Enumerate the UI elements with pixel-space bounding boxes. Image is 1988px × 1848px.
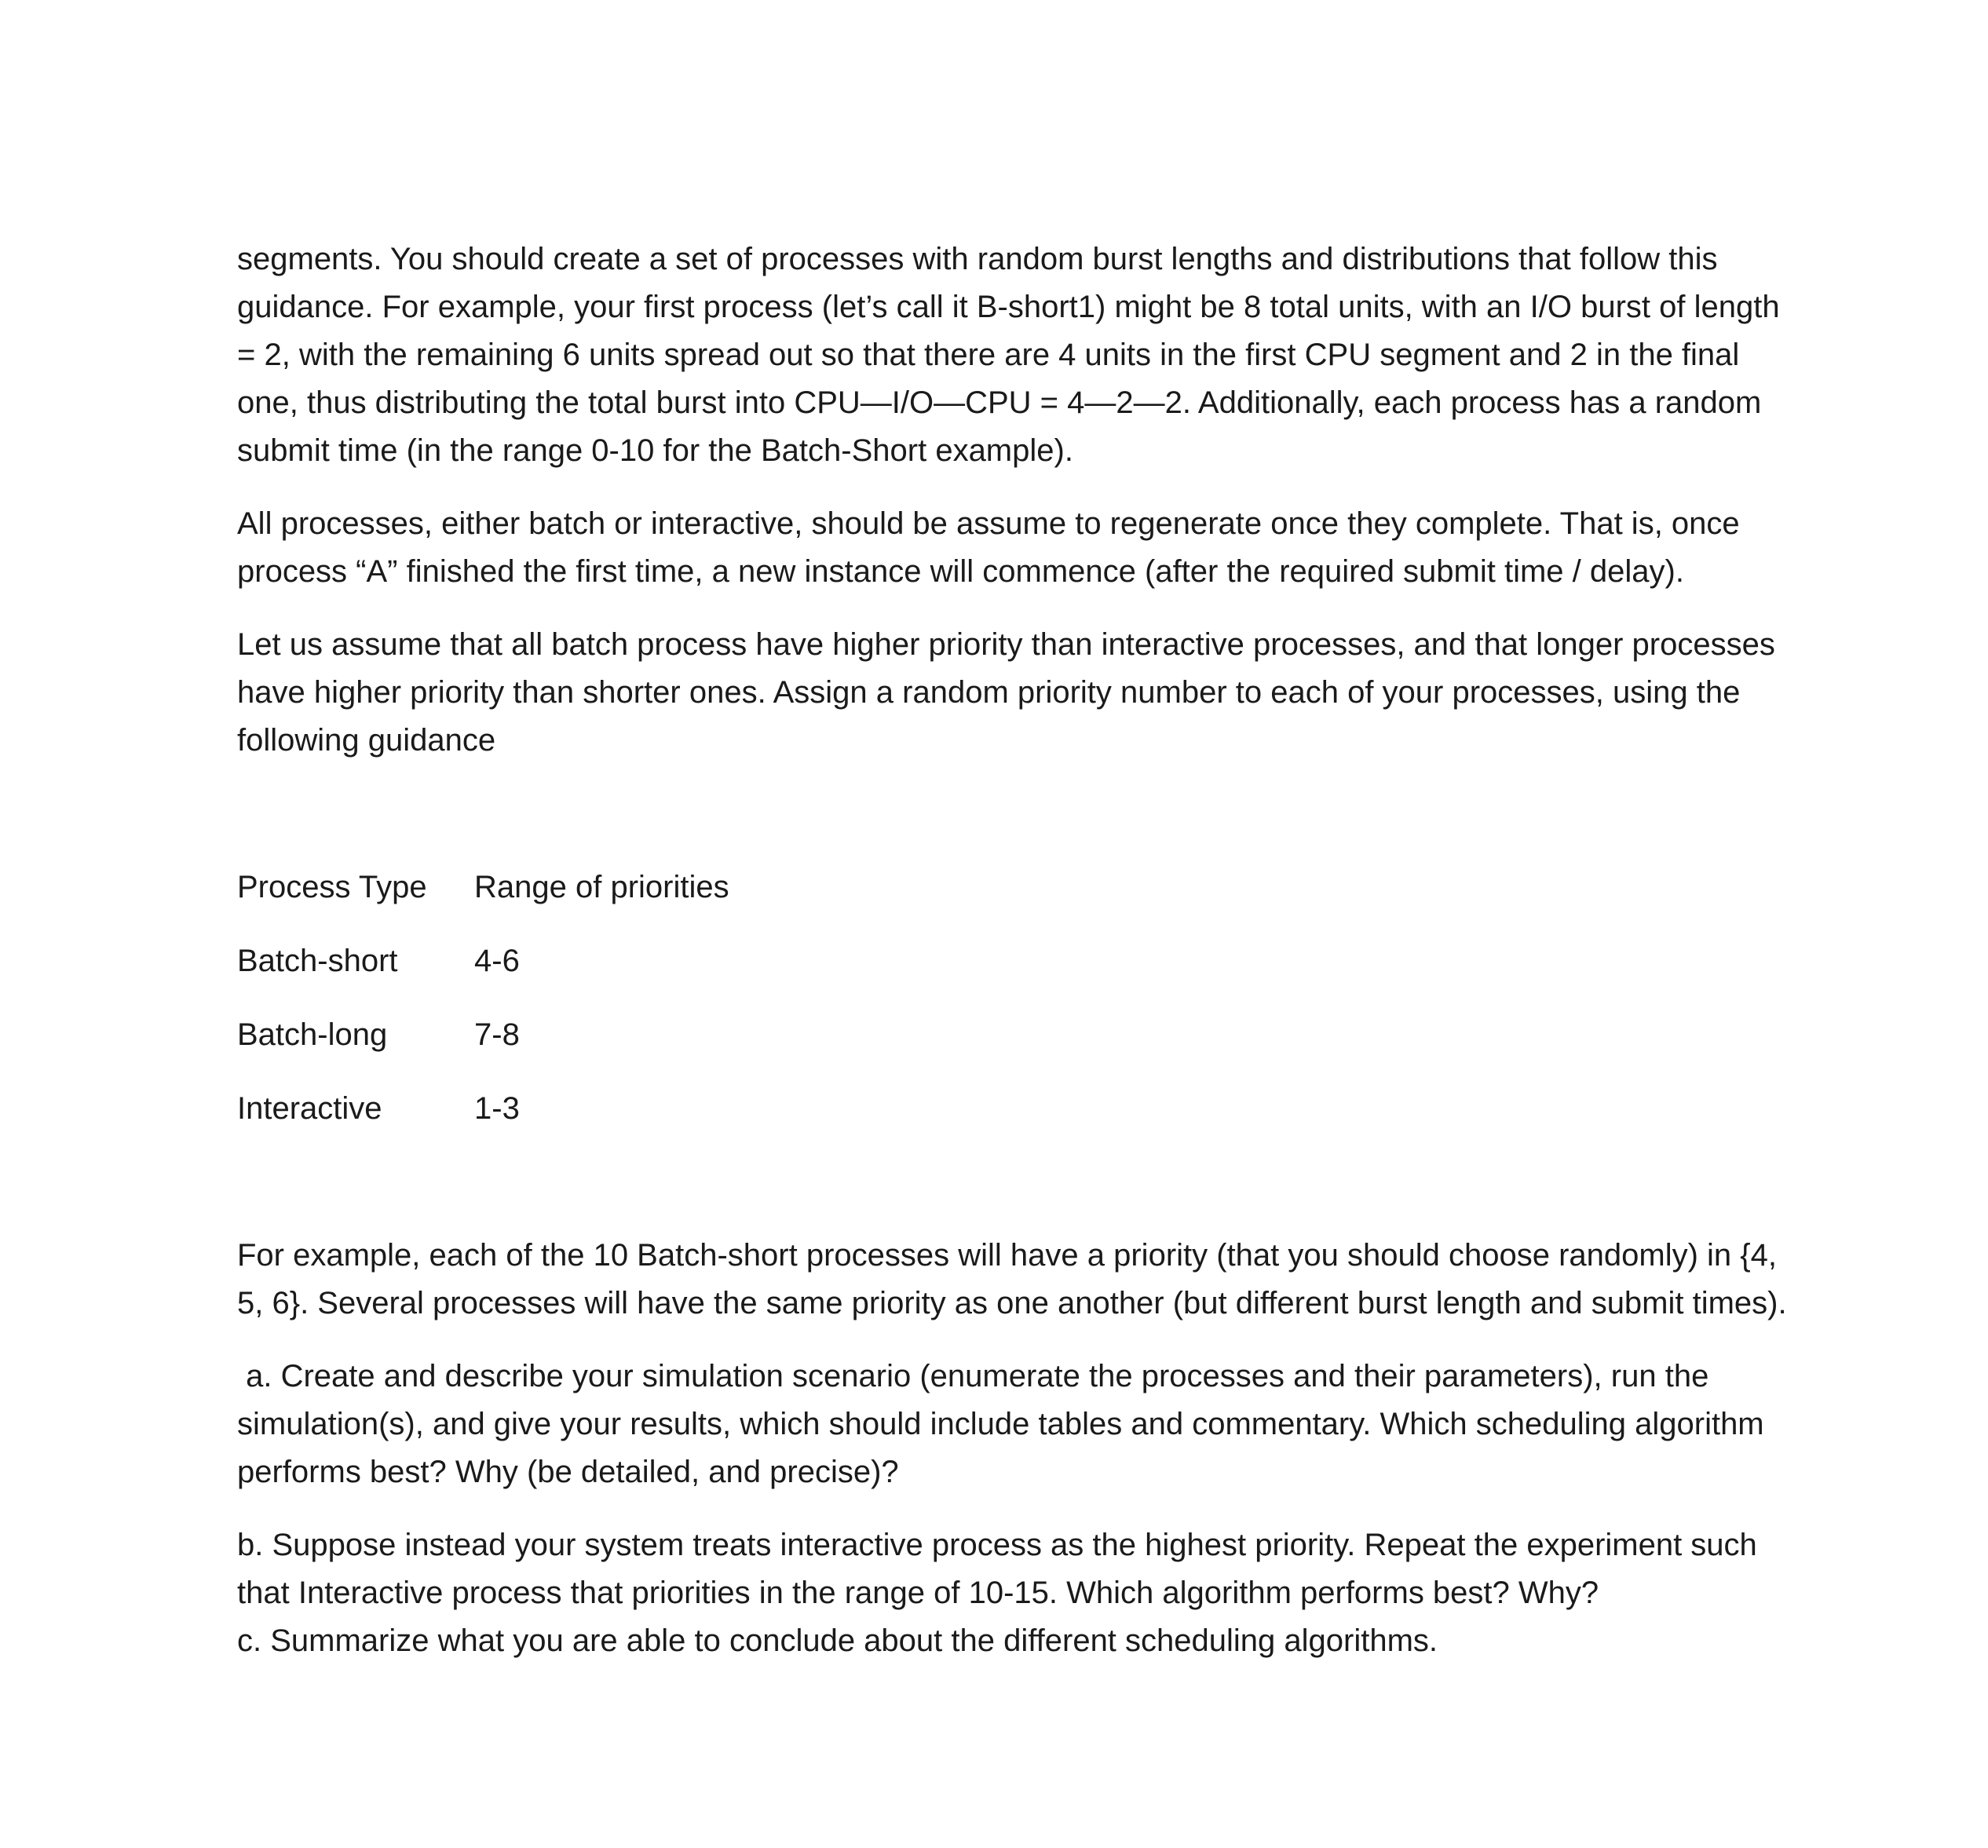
document-body [237,236,1800,1690]
priority-table-header [237,864,1800,911]
paragraph-regenerate: All processes, either batch or interactive, should be assume to regenerate once they complete. That is, once process “A” finished the first time, a new instance will commence (after the required submit time / delay). [237,506,1740,589]
question-a: a. Create and describe your simulation scenario (enumerate the processes and their parameters), run the simulation(s), and give your results, which should include tables and commentary. Which scheduling algorithm performs best? Why (be detailed, and precise)? [237,1359,1773,1489]
paragraph-segments: segments. You should create a set of processes with random burst lengths and distributions that follow this guidance. For example, your first process (let’s call it B-short1) might be 8 total units, with an I/O burst of length = 2, with the remaining 6 units spread out so that there are 4 units in the first CPU segment and 2 in the final one, thus distributing the total burst into CPU—I/O—CPU = 4—2—2. Additionally, each process has a random submit time (in the range 0-10 for the Batch-Short example). [237,242,1780,468]
paragraph-priority-guidance: Let us assume that all batch process have higher priority than interactive processes, and that longer processes have higher priority than shorter ones. Assign a random priority number to each of your processes, using the following guidance [237,627,1775,758]
priority-table [237,864,1800,1133]
question-c: c. Summarize what you are able to conclude about the different scheduling algorithms. [237,1623,1438,1658]
table-row [237,1085,1800,1133]
row-priority-range: 1-3 [474,1091,520,1126]
row-process-type: Batch-short [237,944,398,978]
table-row [237,937,1800,985]
table-row [237,1011,1800,1059]
header-range-of-priorities: Range of priorities [474,870,729,904]
row-priority-range: 7-8 [474,1017,520,1052]
row-process-type: Interactive [237,1091,382,1126]
paragraph-example: For example, each of the 10 Batch-short processes will have a priority (that you should choose randomly) in {4, 5, 6}. Several processes will have the same priority as one another (but different burst length and submit times). [237,1238,1787,1320]
row-process-type: Batch-long [237,1017,388,1052]
question-b: b. Suppose instead your system treats interactive process as the highest priority. Repeat the experiment such that Interactive process that priorities in the range of 10-15. Which algorithm performs best? Why? [237,1528,1757,1610]
header-process-type: Process Type [237,870,427,904]
row-priority-range: 4-6 [474,944,520,978]
